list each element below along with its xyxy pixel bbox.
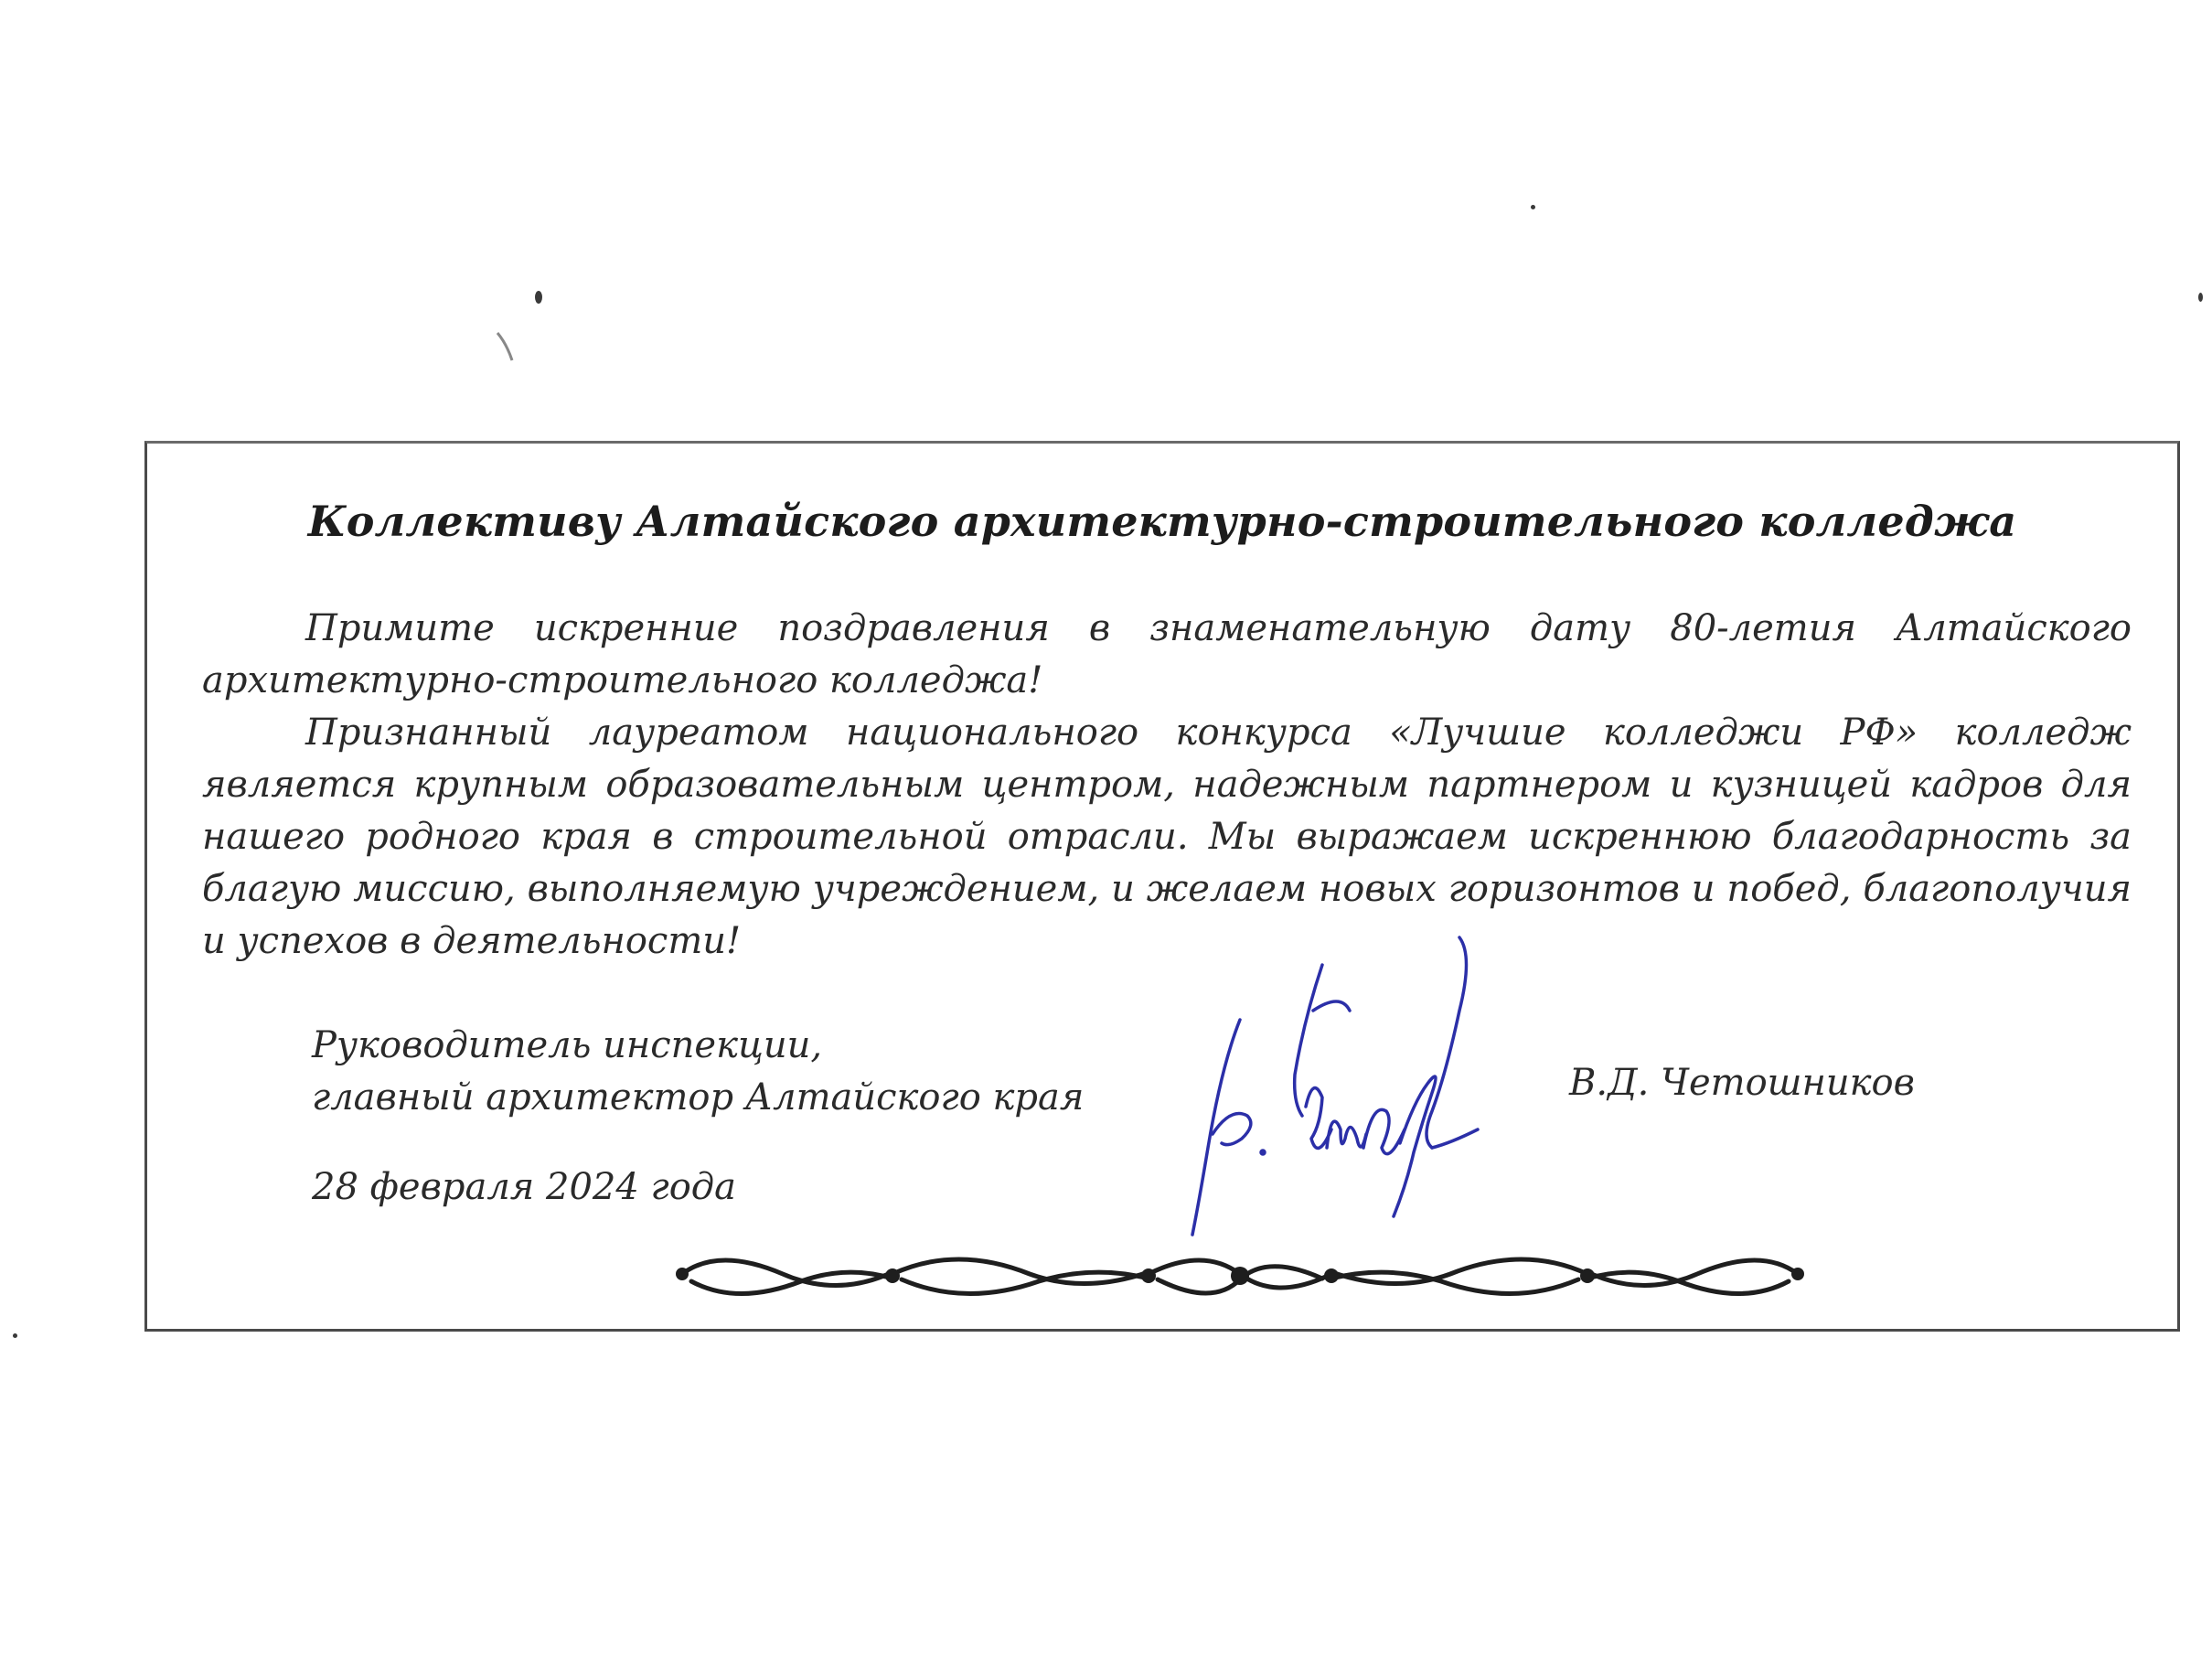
- gratitude-paragraph: Признанный лауреатом национального конкурса «Лучшие колледжи РФ» колледж является крупным образовательным центром, надежным партнером и кузницей кадров для нашего родного края в строительной отрасли. Мы выражаем искреннюю благодарность за благую миссию, выполняемую учреждением, и желаем новых горизонтов и побед, благополучия и успехов в деятельности!: [202, 712, 2132, 962]
- scan-scratch: [494, 329, 521, 366]
- signatory-role-line: Руководитель инспекции,: [312, 1024, 823, 1066]
- scan-speck: [13, 1333, 17, 1338]
- letter-date: 28 февраля 2024 года: [312, 1166, 737, 1208]
- signatory-name: В.Д. Четошников: [1569, 1062, 1915, 1104]
- signatory-role-line: главный архитектор Алтайского края: [312, 1076, 1085, 1118]
- scan-speck: [1531, 205, 1535, 209]
- congratulation-paragraph: Примите искренние поздравления в знаменательную дату 80-летия Алтайского архитектурно-строительного колледжа!: [202, 607, 2132, 701]
- scan-speck: [2198, 293, 2203, 302]
- handwritten-signature: [1158, 919, 1542, 1248]
- letter-title: Коллективу Алтайского архитектурно-строительного колледжа: [307, 497, 2017, 546]
- ornamental-divider: [664, 1237, 1816, 1311]
- signatory-role: [312, 1020, 1084, 1124]
- scan-speck: [535, 291, 542, 304]
- letter-frame: [144, 441, 2180, 1332]
